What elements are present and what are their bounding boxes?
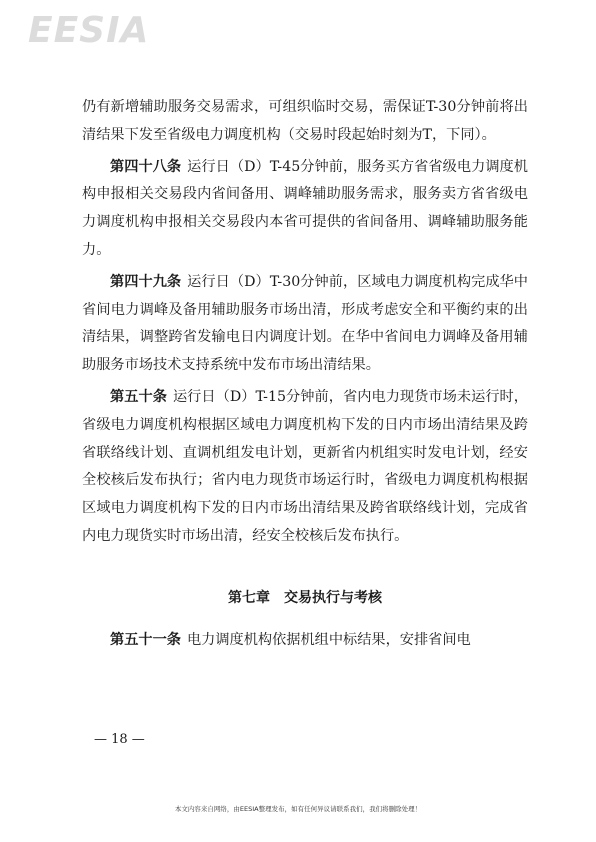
page-number: — 18 — [94, 732, 145, 747]
paragraph-continuation [82, 94, 528, 150]
document-body [82, 94, 528, 654]
article-label: 第四十九条 [110, 273, 182, 290]
paragraph-text: 电力调度机构依据机组中标结果，安排省间电 [186, 631, 471, 648]
article-48 [82, 154, 528, 265]
article-49 [82, 269, 528, 380]
eesia-logo: EESIA [28, 10, 150, 51]
paragraph-text: 仍有新增辅助服务交易需求，可组织临时交易，需保证T-30分钟前将出清结果下发至省级电力调度机构（交易时段起始时刻为T，下同）。 [82, 99, 528, 143]
article-50 [82, 384, 528, 551]
chapter-title: 第七章 交易执行与考核 [228, 589, 382, 606]
article-51 [82, 627, 528, 655]
paragraph-text: 运行日（D）T-30分钟前，区域电力调度机构完成华中省间电力调峰及备用辅助服务市场出清，形成考虑安全和平衡约束的出清结果，调整跨省发输电日内调度计划。在华中省间电力调峰及备用辅助服务市场技术支持系统中发布市场出清结果。 [82, 273, 528, 374]
article-label: 第五十条 [110, 388, 167, 405]
footer-notice: 本文内容来自网络，由EESIA整理发布，如有任何异议请联系我们，我们将删除处理！ [174, 805, 422, 813]
article-label: 第四十八条 [110, 158, 182, 175]
paragraph-text: 运行日（D）T-15分钟前，省内电力现货市场未运行时，省级电力调度机构根据区域电力调度机构下发的日内市场出清结果及跨省联络线计划、直调机组发电计划，更新省内机组实时发电计划，经安全校核后发布执行；省内电力现货市场运行时，省级电力调度机构根据区域电力调度机构下发的日内市场出清结果及跨省联络线计划，完成省内电力现货实时市场出清，经安全校核后发布执行。 [82, 388, 528, 544]
article-label: 第五十一条 [110, 631, 181, 648]
paragraph-text: 运行日（D）T-45分钟前，服务买方省省级电力调度机构申报相关交易段内省间备用、调峰辅助服务需求，服务卖方省省级电力调度机构申报相关交易段内本省可提供的省间备用、调峰辅助服务能力。 [82, 158, 528, 258]
